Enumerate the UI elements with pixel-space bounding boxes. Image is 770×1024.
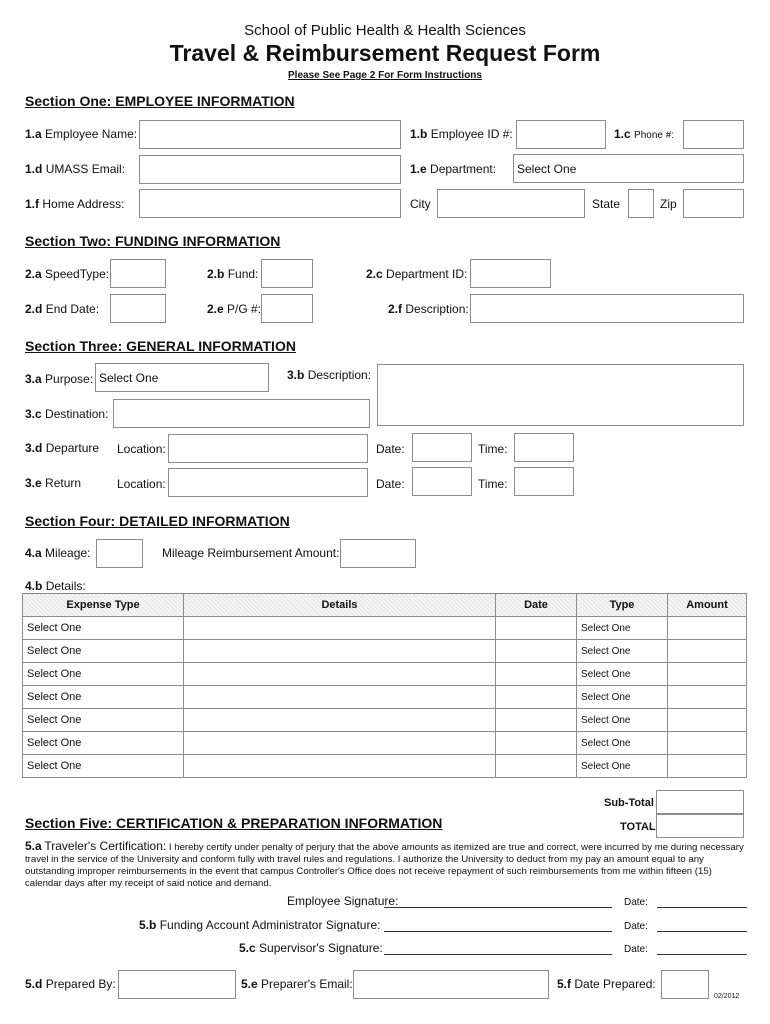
return-time-label: Time:: [478, 477, 508, 491]
table-header-row: [23, 594, 747, 617]
label-5d: 5.d Prepared By:: [25, 977, 116, 991]
end-date-input[interactable]: [110, 294, 166, 323]
col-date: Date: [496, 594, 577, 617]
label-2b: 2.b Fund:: [207, 267, 259, 281]
state-label: State: [592, 197, 621, 211]
label-2d: 2.d End Date:: [25, 302, 100, 316]
supervisor-date-line[interactable]: [657, 953, 747, 955]
funding-description-input[interactable]: [470, 294, 744, 323]
label-5a: Traveler's Certification:: [44, 839, 167, 853]
type-select[interactable]: Select One: [577, 686, 668, 709]
amount-input[interactable]: [668, 663, 747, 686]
type-select[interactable]: Select One: [577, 709, 668, 732]
department-id-input[interactable]: [470, 259, 551, 288]
funding-admin-date-label: Date:: [624, 921, 648, 932]
departure-location-label: Location:: [117, 442, 166, 456]
details-input[interactable]: [184, 663, 496, 686]
amount-input[interactable]: [668, 686, 747, 709]
instructions-note: Please See Page 2 For Form Instructions: [288, 70, 482, 81]
table-row: [23, 686, 747, 709]
label-1f: 1.f Home Address:: [25, 197, 125, 211]
amount-input[interactable]: [668, 617, 747, 640]
label-3c: 3.c Destination:: [25, 407, 109, 421]
expense-details-table: [22, 593, 747, 778]
label-4a: 4.a Mileage:: [25, 546, 91, 560]
date-input[interactable]: [496, 732, 577, 755]
label-1d: 1.d UMASS Email:: [25, 162, 126, 176]
label-1a: 1.a Employee Name:: [25, 127, 138, 141]
col-amount: Amount: [668, 594, 747, 617]
employee-signature-label: Employee Signature:: [287, 894, 399, 908]
label-5f: 5.f Date Prepared:: [557, 977, 656, 991]
section-two-title: Section Two: FUNDING INFORMATION: [25, 233, 281, 249]
employee-signature-date-line[interactable]: [657, 906, 747, 908]
label-3b: 3.b Description:: [287, 368, 372, 382]
mileage-amount-input[interactable]: [340, 539, 416, 568]
label-5b: 5.b Funding Account Administrator Signature:: [139, 918, 381, 932]
label-3d: 3.d Departure: [25, 441, 100, 455]
label-1b: 1.b Employee ID #:: [410, 127, 513, 141]
departure-location-input[interactable]: [168, 434, 368, 463]
total-input[interactable]: [656, 814, 744, 838]
zip-input[interactable]: [683, 189, 744, 218]
expense-type-select[interactable]: Select One: [23, 686, 184, 709]
expense-type-select[interactable]: Select One: [23, 709, 184, 732]
departure-time-input[interactable]: [514, 433, 574, 462]
date-input[interactable]: [496, 663, 577, 686]
employee-id-input[interactable]: [516, 120, 606, 149]
departure-date-label: Date:: [376, 442, 405, 456]
prepared-by-input[interactable]: [118, 970, 236, 999]
table-row: [23, 640, 747, 663]
expense-type-select[interactable]: Select One: [23, 617, 184, 640]
phone-input[interactable]: [683, 120, 744, 149]
school-name: School of Public Health & Health Sciences: [244, 22, 526, 39]
details-input[interactable]: [184, 640, 496, 663]
expense-type-select[interactable]: Select One: [23, 732, 184, 755]
purpose-select[interactable]: Select One: [95, 363, 269, 392]
fund-input[interactable]: [261, 259, 313, 288]
destination-input[interactable]: [113, 399, 370, 428]
amount-input[interactable]: [668, 732, 747, 755]
date-input[interactable]: [496, 709, 577, 732]
label-3a: 3.a Purpose:: [25, 372, 94, 386]
funding-admin-date-line[interactable]: [657, 930, 747, 932]
supervisor-date-label: Date:: [624, 944, 648, 955]
table-row: [23, 732, 747, 755]
departure-time-label: Time:: [478, 442, 508, 456]
label-4b: 4.b Details:: [25, 579, 86, 593]
date-input[interactable]: [496, 640, 577, 663]
type-select[interactable]: Select One: [577, 755, 668, 778]
departure-date-input[interactable]: [412, 433, 472, 462]
employee-signature-line[interactable]: [384, 906, 612, 908]
label-5a-number: 5.a: [25, 839, 42, 853]
expense-type-select[interactable]: Select One: [23, 640, 184, 663]
col-details: Details: [184, 594, 496, 617]
label-3e: 3.e Return: [25, 476, 82, 490]
preparer-email-input[interactable]: [353, 970, 549, 999]
label-1e: 1.e Department:: [410, 162, 497, 176]
date-input[interactable]: [496, 755, 577, 778]
type-select[interactable]: Select One: [577, 663, 668, 686]
type-select[interactable]: Select One: [577, 617, 668, 640]
label-2e: 2.e P/G #:: [207, 302, 262, 316]
expense-type-select[interactable]: Select One: [23, 755, 184, 778]
label-2a: 2.a SpeedType:: [25, 267, 110, 281]
form-version: 02/2012: [714, 993, 740, 1000]
label-2c: 2.c Department ID:: [366, 267, 468, 281]
label-1c: 1.c Phone #:: [614, 127, 675, 141]
umass-email-input[interactable]: [139, 155, 401, 184]
state-input[interactable]: [628, 189, 654, 218]
travelers-certification: [25, 840, 750, 890]
table-row: [23, 617, 747, 640]
col-type: Type: [577, 594, 668, 617]
employee-signature-date-label: Date:: [624, 897, 648, 908]
table-row: [23, 755, 747, 778]
amount-input[interactable]: [668, 755, 747, 778]
mileage-input[interactable]: [96, 539, 143, 568]
date-input[interactable]: [496, 686, 577, 709]
subtotal-input[interactable]: [656, 790, 744, 814]
table-row: [23, 709, 747, 732]
section-one-title: Section One: EMPLOYEE INFORMATION: [25, 93, 295, 109]
section-three-title: Section Three: GENERAL INFORMATION: [25, 338, 296, 354]
certification-text: I hereby certify under penalty of perjury that the above amounts as itemized are true and correct, were incurred by me during necessary travel in the service of the University and conform fully with travel rules and regulations. I authorize the University to deduct from my pay an amount equal to any outstanding improper reimbursements in the event that campus Controller's Office does not receive repayment of such reimbursements from me within fifteen (15) calendar days after my receipt of said notice and demand.: [25, 842, 744, 889]
details-input[interactable]: [184, 709, 496, 732]
supervisor-signature-line[interactable]: [384, 953, 612, 955]
department-select[interactable]: Select One: [513, 154, 744, 183]
general-description-input[interactable]: [377, 364, 744, 426]
date-input[interactable]: [496, 617, 577, 640]
label-5c: 5.c Supervisor's Signature:: [239, 941, 383, 955]
return-date-label: Date:: [376, 477, 405, 491]
table-row: [23, 663, 747, 686]
home-address-input[interactable]: [139, 189, 401, 218]
details-input[interactable]: [184, 755, 496, 778]
type-select[interactable]: Select One: [577, 640, 668, 663]
label-5e: 5.e Preparer's Email:: [241, 977, 353, 991]
label-2f: 2.f Description:: [388, 302, 469, 316]
city-input[interactable]: [437, 189, 585, 218]
amount-input[interactable]: [668, 709, 747, 732]
subtotal-label: Sub-Total: [604, 797, 654, 809]
type-select[interactable]: Select One: [577, 732, 668, 755]
mileage-amount-label: Mileage Reimbursement Amount:: [162, 546, 340, 560]
expense-type-select[interactable]: Select One: [23, 663, 184, 686]
form-title: Travel & Reimbursement Request Form: [169, 40, 601, 66]
section-four-title: Section Four: DETAILED INFORMATION: [25, 513, 290, 529]
employee-name-input[interactable]: [139, 120, 401, 149]
return-date-input[interactable]: [412, 467, 472, 496]
pg-number-input[interactable]: [261, 294, 313, 323]
col-expense-type: Expense Type: [23, 594, 184, 617]
speedtype-input[interactable]: [110, 259, 166, 288]
details-input[interactable]: [184, 686, 496, 709]
details-input[interactable]: [184, 617, 496, 640]
return-location-input[interactable]: [168, 468, 368, 497]
date-prepared-input[interactable]: [661, 970, 709, 999]
zip-label: Zip: [660, 197, 677, 211]
section-five-title: Section Five: CERTIFICATION & PREPARATION INFORMATION: [25, 815, 443, 831]
return-time-input[interactable]: [514, 467, 574, 496]
return-location-label: Location:: [117, 477, 166, 491]
amount-input[interactable]: [668, 640, 747, 663]
total-label: TOTAL: [620, 821, 656, 833]
details-input[interactable]: [184, 732, 496, 755]
city-label: City: [410, 197, 431, 211]
funding-admin-signature-line[interactable]: [384, 930, 612, 932]
